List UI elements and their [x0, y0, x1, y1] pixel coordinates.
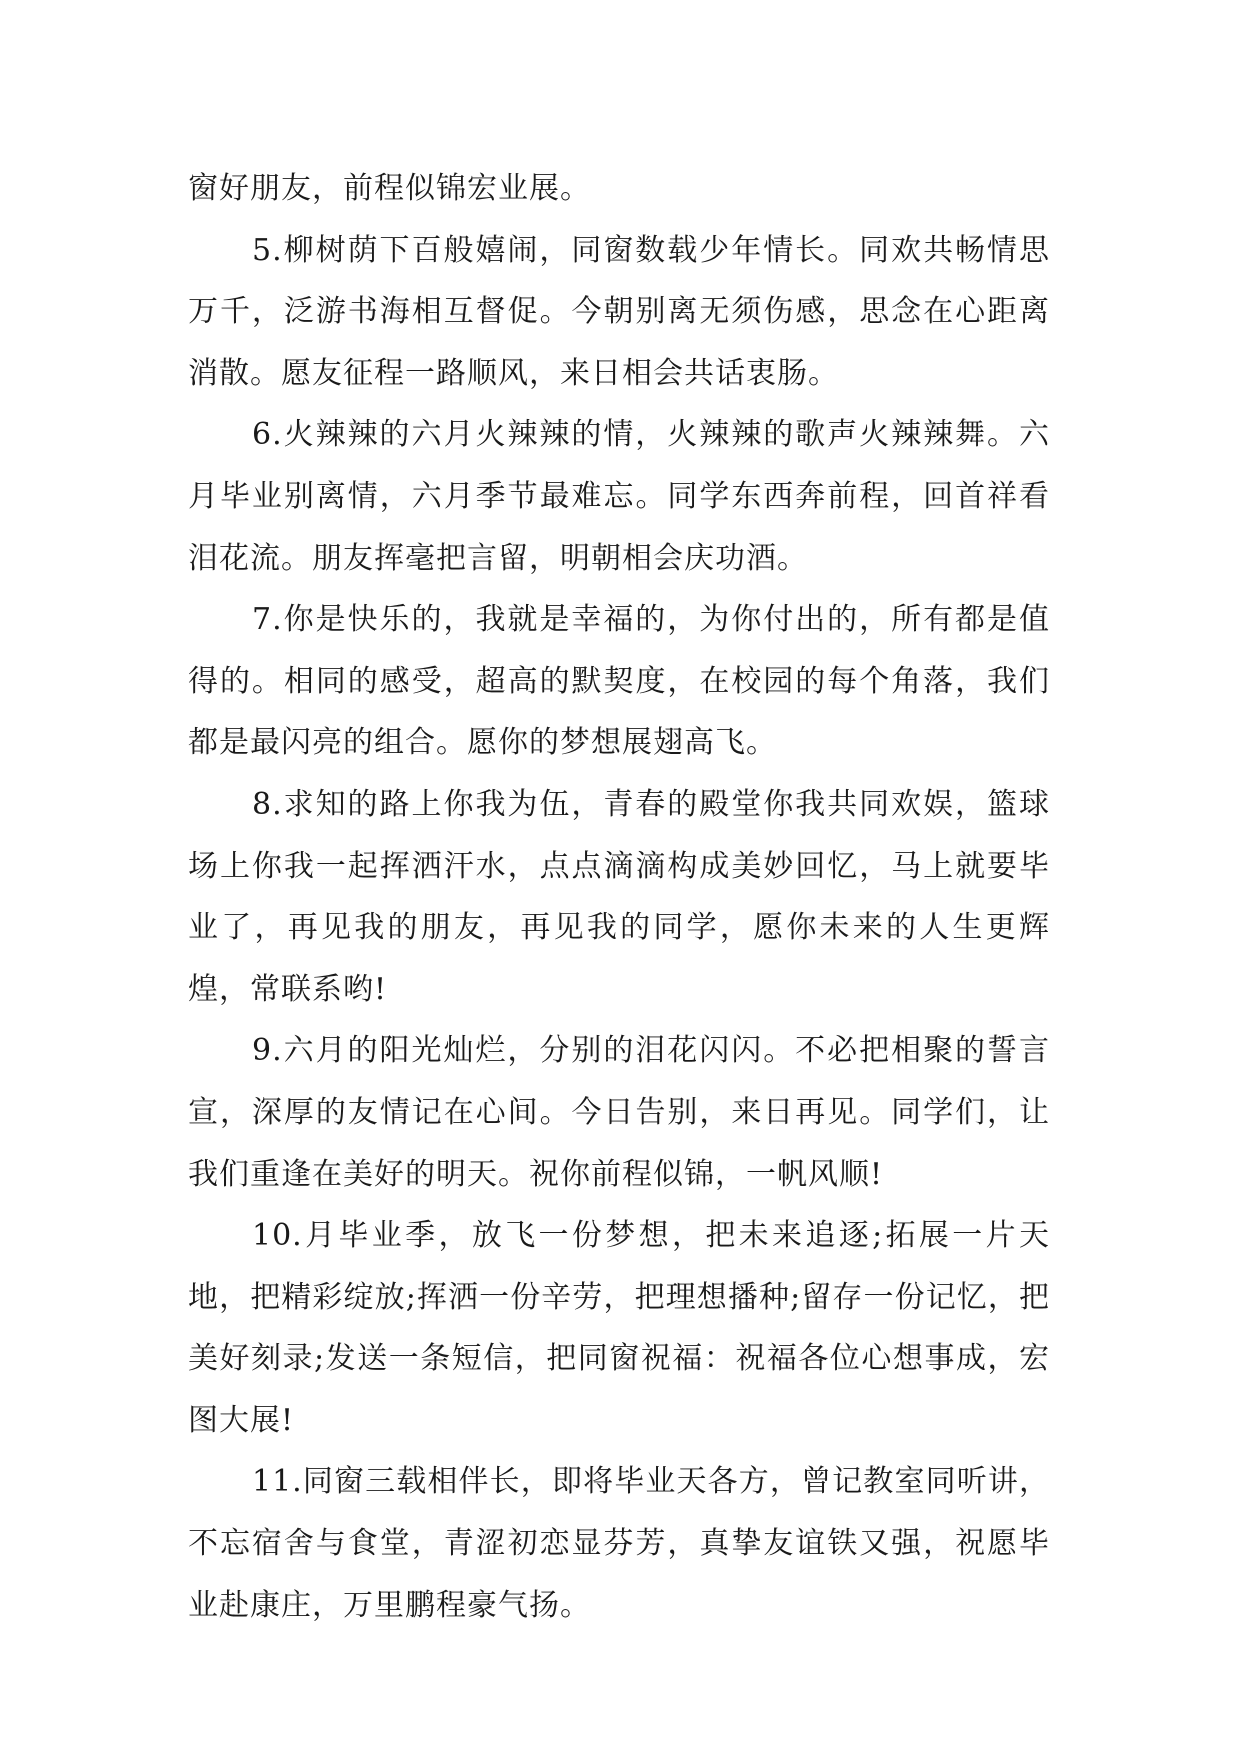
document-body [188, 158, 1050, 1636]
paragraph-item-9: 9.六月的阳光灿烂，分别的泪花闪闪。不必把相聚的誓言宣，深厚的友情记在心间。今日告别，来日再见。同学们，让我们重逢在美好的明天。祝你前程似锦，一帆风顺! [188, 1033, 1050, 1192]
paragraph-item-11: 11.同窗三载相伴长，即将毕业天各方，曾记教室同听讲，不忘宿舍与食堂，青涩初恋显芬芳，真挚友谊铁又强，祝愿毕业赴康庄，万里鹏程豪气扬。 [188, 1464, 1050, 1623]
paragraph-item-7: 7.你是快乐的，我就是幸福的，为你付出的，所有都是值得的。相同的感受，超高的默契度，在校园的每个角落，我们都是最闪亮的组合。愿你的梦想展翅高飞。 [188, 602, 1050, 761]
paragraph-item-6: 6.火辣辣的六月火辣辣的情，火辣辣的歌声火辣辣舞。六月毕业别离情，六月季节最难忘。同学东西奔前程，回首祥看泪花流。朋友挥毫把言留，明朝相会庆功酒。 [188, 417, 1050, 576]
paragraph-continuation: 窗好朋友，前程似锦宏业展。 [188, 171, 591, 206]
paragraph-item-10: 10.月毕业季，放飞一份梦想，把未来追逐;拓展一片天地，把精彩绽放;挥洒一份辛劳，把理想播种;留存一份记忆，把美好刻录;发送一条短信，把同窗祝福：祝福各位心想事成，宏图大展! [188, 1218, 1050, 1438]
paragraph-item-8: 8.求知的路上你我为伍，青春的殿堂你我共同欢娱，篮球场上你我一起挥洒汗水，点点滴滴构成美妙回忆，马上就要毕业了，再见我的朋友，再见我的同学，愿你未来的人生更辉煌，常联系哟! [188, 786, 1050, 1007]
paragraph-item-5: 5.柳树荫下百般嬉闹，同窗数载少年情长。同欢共畅情思万千，泛游书海相互督促。今朝别离无须伤感，思念在心距离消散。愿友征程一路顺风，来日相会共话衷肠。 [188, 232, 1050, 391]
